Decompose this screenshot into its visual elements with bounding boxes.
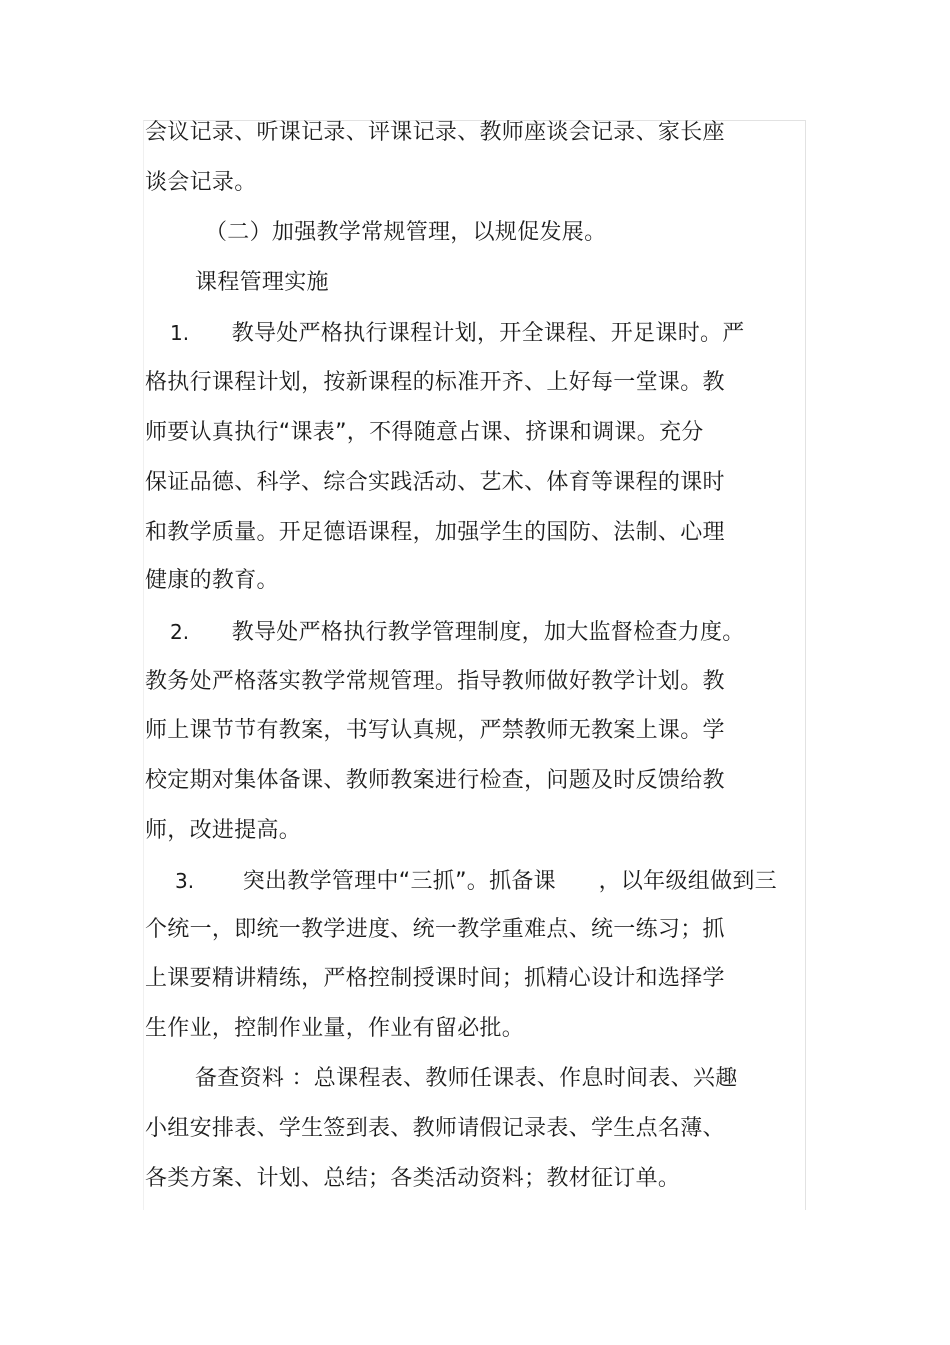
list-number: 3. <box>175 869 195 893</box>
text-line: 师要认真执行“课表”，不得随意占课、挤课和调课。充分 <box>145 420 704 445</box>
text-line: 备查资料 ：总课程表、教师任课表、作息时间表、兴趣 <box>195 1066 738 1091</box>
text-line: 上课要精讲精练，严格控制授课时间；抓精心设计和选择学 <box>145 966 725 991</box>
text-line: 小组安排表、学生签到表、教师请假记录表、学生点名薄、 <box>145 1116 725 1141</box>
text-line: 教导处严格执行教学管理制度，加大监督检查力度。 <box>231 620 745 645</box>
text-line: 格执行课程计划，按新课程的标准开齐、上好每一堂课。教 <box>145 370 725 395</box>
text-line: 保证品德、科学、综合实践活动、艺术、体育等课程的课时 <box>145 470 725 495</box>
text-line: 会议记录、听课记录、评课记录、教师座谈会记录、家长座 <box>145 120 725 145</box>
list-item-1-first-line <box>170 318 745 349</box>
text-line: ，以年级组做到三 <box>598 869 777 894</box>
text-line: 和教学质量。开足德语课程，加强学生的国防、法制、心理 <box>145 520 725 545</box>
text-line: 校定期对集体备课、教师教案进行检查，问题及时反馈给教 <box>145 768 725 793</box>
list-item-3-first-line <box>175 866 777 897</box>
text-line: 师，改进提高。 <box>145 818 302 843</box>
text-line: 师上课节节有教案，书写认真规，严禁教师无教案上课。学 <box>145 718 725 743</box>
text-line: 谈会记录。 <box>145 170 257 195</box>
list-item-2-first-line <box>170 617 745 648</box>
text-line: 健康的教育。 <box>145 568 279 593</box>
text-line: 教导处严格执行课程计划，开全课程、开足课时。严 <box>231 321 745 346</box>
text-line: 突出教学管理中“三抓”。抓备课 <box>242 869 556 894</box>
text-line: 各类方案、计划、总结；各类活动资料；教材征订单。 <box>145 1166 681 1191</box>
text-line: 个统一，即统一教学进度、统一教学重难点、统一练习；抓 <box>145 917 725 942</box>
text-line: 教务处严格落实教学常规管理。指导教师做好教学计划。教 <box>145 669 725 694</box>
section-heading: （二）加强教学常规管理，以规促发展。 <box>205 220 607 245</box>
sub-heading: 课程管理实施 <box>195 270 329 295</box>
list-number: 2. <box>170 620 190 644</box>
list-number: 1. <box>170 321 190 345</box>
text-line: 生作业，控制作业量，作业有留必批。 <box>145 1016 525 1041</box>
